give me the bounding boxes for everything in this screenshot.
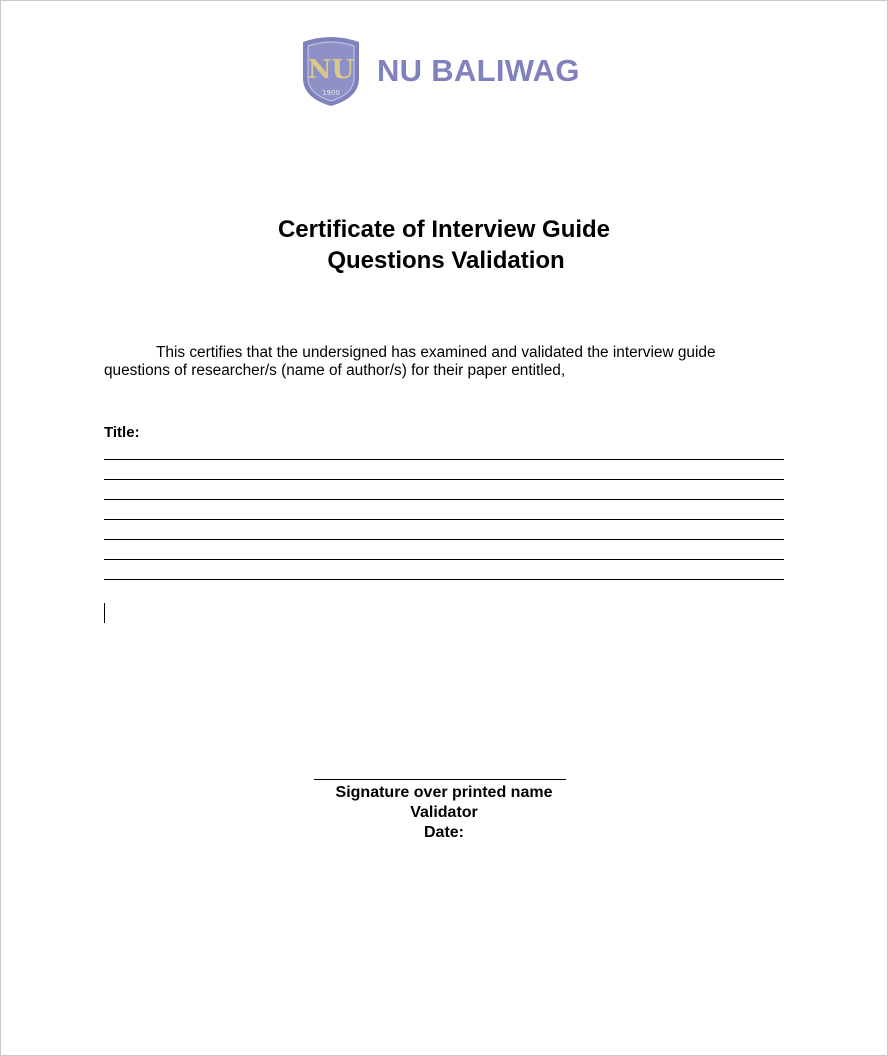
nu-seal-icon — [299, 32, 363, 108]
title-blank-line[interactable] — [104, 579, 784, 580]
signature-block — [1, 783, 887, 843]
text-cursor — [104, 603, 105, 623]
seal-letters: NU — [307, 55, 355, 85]
title-blank-line[interactable] — [104, 519, 784, 520]
date-label: Date: — [423, 824, 464, 841]
paragraph-line-2: questions of researcher/s (name of author/s) for their paper entitled, — [104, 362, 566, 379]
title-line-1: Certificate of Interview Guide — [277, 216, 611, 243]
signature-line[interactable] — [314, 779, 566, 780]
title-label: Title: — [104, 424, 140, 441]
title-blank-line[interactable] — [104, 479, 784, 480]
certification-paragraph — [104, 344, 794, 380]
title-blank-line[interactable] — [104, 459, 784, 460]
title-blank-line[interactable] — [104, 499, 784, 500]
title-blank-line[interactable] — [104, 559, 784, 560]
paragraph-line-1: This certifies that the undersigned has examined and validated the interview guide — [156, 344, 716, 361]
signature-caption: Signature over printed name — [335, 784, 553, 801]
title-blank-line[interactable] — [104, 539, 784, 540]
title-line-2: Questions Validation — [327, 247, 565, 274]
brand-name: NU BALIWAG — [377, 52, 580, 88]
seal-year: 1900 — [322, 89, 340, 97]
document-title — [1, 214, 887, 276]
letterhead — [299, 32, 580, 108]
validator-label: Validator — [410, 804, 478, 821]
